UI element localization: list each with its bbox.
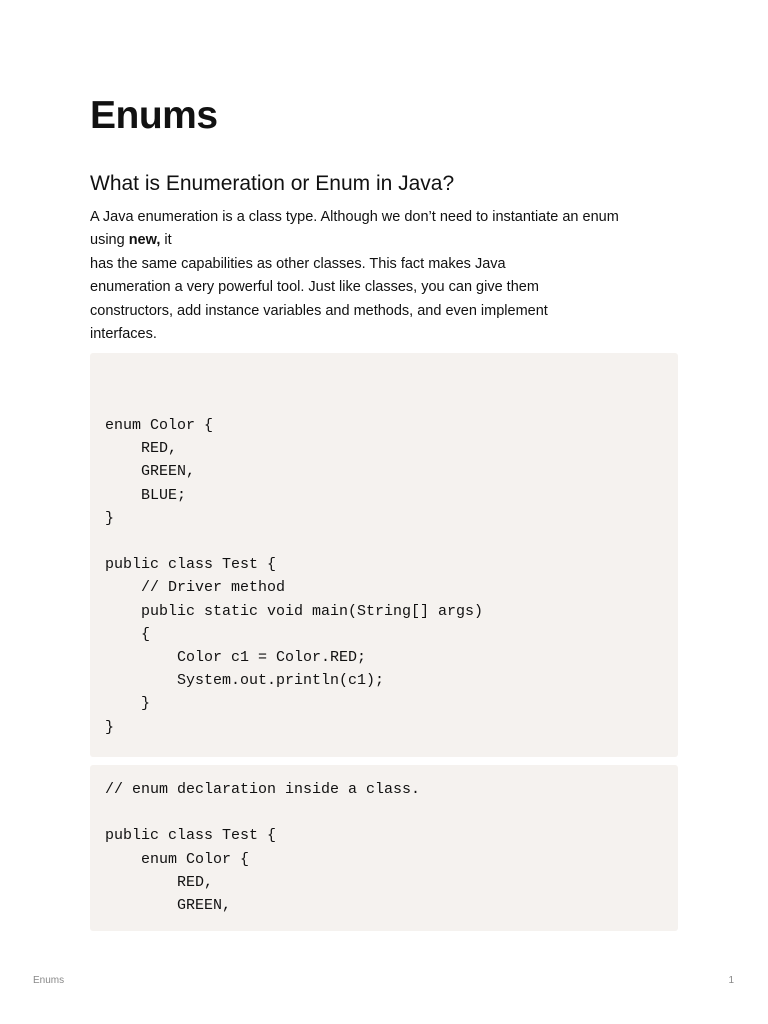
paragraph-line: interfaces.	[90, 326, 157, 343]
page-number: 1	[728, 975, 734, 986]
code-block-enum-inside-class	[90, 765, 678, 931]
section-heading: What is Enumeration or Enum in Java?	[90, 172, 455, 195]
intro-paragraph	[90, 206, 690, 346]
paragraph-line: enumeration a very powerful tool. Just like classes, you can give them	[90, 279, 539, 296]
code-block-enum-example	[90, 353, 678, 757]
paragraph-line: has the same capabilities as other classes. This fact makes Java	[90, 255, 506, 272]
paragraph-text: using	[90, 232, 129, 249]
code-text: // enum declaration inside a class. public class Test { enum Color { RED, GREEN,	[105, 781, 421, 915]
paragraph-line	[90, 229, 690, 252]
page-title: Enums	[90, 94, 218, 137]
bold-keyword: new,	[128, 232, 161, 249]
paragraph-text: it	[160, 232, 172, 249]
footer-title: Enums	[33, 975, 65, 986]
paragraph-line: A Java enumeration is a class type. Although we don’t need to instantiate an enum	[90, 209, 619, 225]
code-text: enum Color { RED, GREEN, BLUE; } public class Test { // Driver method public static void main(String[] args) { Color c1 = Color.RED; System.out.println(c1); } }	[105, 417, 484, 736]
paragraph-line: constructors, add instance variables and methods, and even implement	[90, 302, 548, 319]
